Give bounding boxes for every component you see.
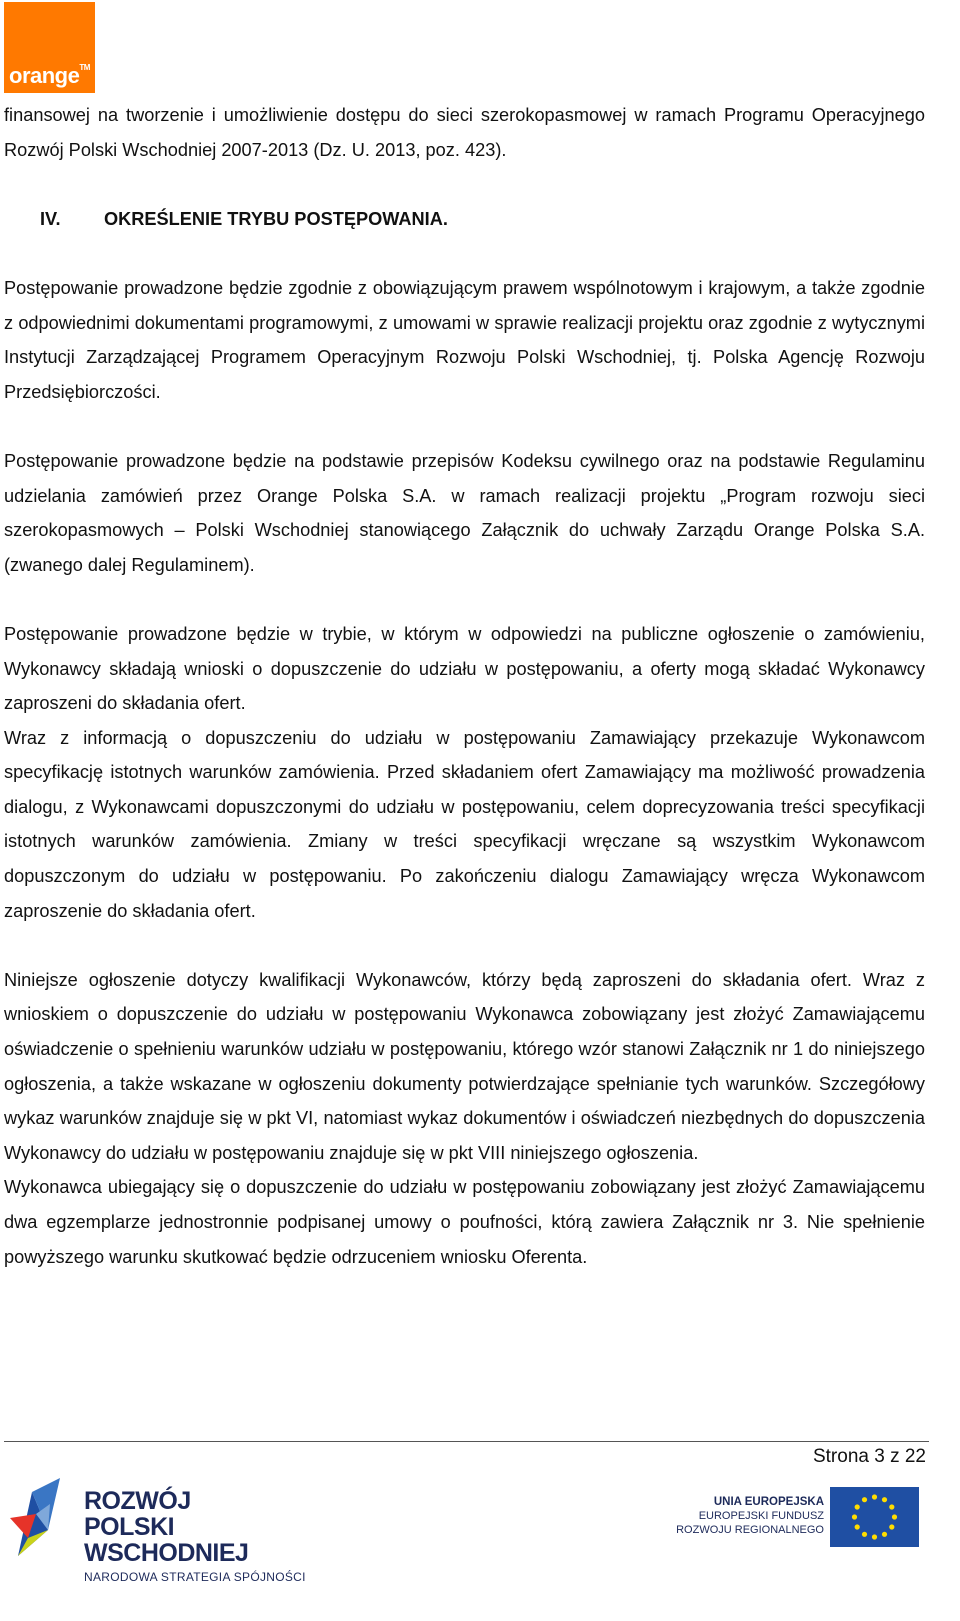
paragraph-confidentiality: Wykonawca ubiegający się o dopuszczenie do udziału w postępowaniu zobowiązany jest złożyć Zamawiającemu dwa egzemplarze jednostronnie podpisanej umowy o poufności, którą zawiera Załącznik nr 3. Nie spełnienie powyższego warunku skutkować będzie odrzuceniem wniosku Oferenta. (4, 1177, 925, 1267)
footer-divider (4, 1441, 929, 1442)
rpw-line-3: NARODOWA STRATEGIA SPÓJNOŚCI (84, 1570, 306, 1584)
paragraph-continuation: finansowej na tworzenie i umożliwienie dostępu do sieci szerokopasmowej w ramach Programu Operacyjnego Rozwój Polski Wschodniej 2007-2013 (Dz. U. 2013, poz. 423). (4, 105, 925, 160)
section-number: IV. (40, 208, 61, 229)
paragraph-legal-basis: Postępowanie prowadzone będzie zgodnie z obowiązującym prawem wspólnotowym i krajowym, a także zgodnie z odpowiednimi dokumentami programowymi, z umowami w sprawie realizacji projektu oraz zgodnie z wytycznymi Instytucji Zarządzającej Programem Operacyjnym Rozwoju Polski Wschodniej, tj. Polska Agencję Rozwoju Przedsiębiorczości. (4, 277, 925, 402)
eu-fund-text (672, 1495, 824, 1537)
page-number: Strona 3 z 22 (812, 1446, 926, 1467)
rozwoj-polski-wschodniej-logo (6, 1468, 326, 1584)
rpw-line-1: ROZWÓJ (84, 1487, 191, 1515)
eu-line-2: EUROPEJSKI FUNDUSZ (698, 1510, 824, 1522)
eu-flag-icon (830, 1487, 919, 1547)
rpw-text (84, 1488, 326, 1586)
eu-line-1: UNIA EUROPEJSKA (713, 1496, 824, 1508)
document-body (4, 98, 925, 1274)
orange-logo-word: orange™ (9, 63, 90, 88)
orange-logo (4, 2, 95, 93)
paragraph-dialogue: Wraz z informacją o dopuszczeniu do udziału w postępowaniu Zamawiający przekazuje Wykonawcom specyfikację istotnych warunków zamówienia. Przed składaniem ofert Zamawiający ma możliwość prowadzenia dialogu, z Wykonawcami dopuszczonymi do udziału w postępowaniu, celem doprecyzowania treści specyfikacji istotnych warunków zamówienia. Zmiany w treści specyfikacji wręczane są wszystkim Wykonawcom dopuszczonym do udziału w postępowaniu. Po zakończeniu dialogu Zamawiający wręcza Wykonawcom zaproszenie do składania ofert. (4, 727, 925, 921)
eu-line-3: ROZWOJU REGIONALNEGO (676, 1524, 824, 1536)
rpw-line-2: POLSKI WSCHODNIEJ (84, 1513, 249, 1567)
trademark: TM (79, 63, 90, 72)
paragraph-procedure-mode: Postępowanie prowadzone będzie w trybie, w którym w odpowiedzi na publiczne ogłoszenie o zamówieniu, Wykonawcy składają wnioski o dopuszczenie do udziału w postępowaniu, a oferty mogą składać Wykonawcy zaproszeni do składania ofert. (4, 623, 925, 714)
section-title: OKREŚLENIE TRYBU POSTĘPOWANIA. (104, 208, 448, 229)
paragraph-qualification: Niniejsze ogłoszenie dotyczy kwalifikacji Wykonawców, którzy będą zaproszeni do składania ofert. Wraz z wnioskiem o dopuszczenie do udziału w postępowaniu Wykonawca zobowiązany jest złożyć Zamawiającemu oświadczenie o spełnieniu warunków udziału w postępowaniu, którego wzór stanowi Załącznik nr 1 do niniejszego ogłoszenia, a także wskazane w ogłoszeniu dokumenty potwierdzające spełnianie tych warunków. Szczegółowy wykaz warunków znajduje się w pkt VI, natomiast wykaz dokumentów i oświadczeń niezbędnych do dopuszczenia Wykonawcy do udziału w postępowaniu znajduje się w pkt VIII niniejszego ogłoszenia. (4, 969, 925, 1163)
paragraph-regulations: Postępowanie prowadzone będzie na podstawie przepisów Kodeksu cywilnego oraz na podstawie Regulaminu udzielania zamówień przez Orange Polska S.A. w ramach realizacji projektu „Program rozwoju sieci szerokopasmowych – Polski Wschodniej stanowiącego Załącznik do uchwały Zarządu Orange Polska S.A. (zwanego dalej Regulaminem). (4, 450, 925, 575)
section-heading (4, 202, 925, 237)
star-logo-icon (6, 1468, 76, 1560)
